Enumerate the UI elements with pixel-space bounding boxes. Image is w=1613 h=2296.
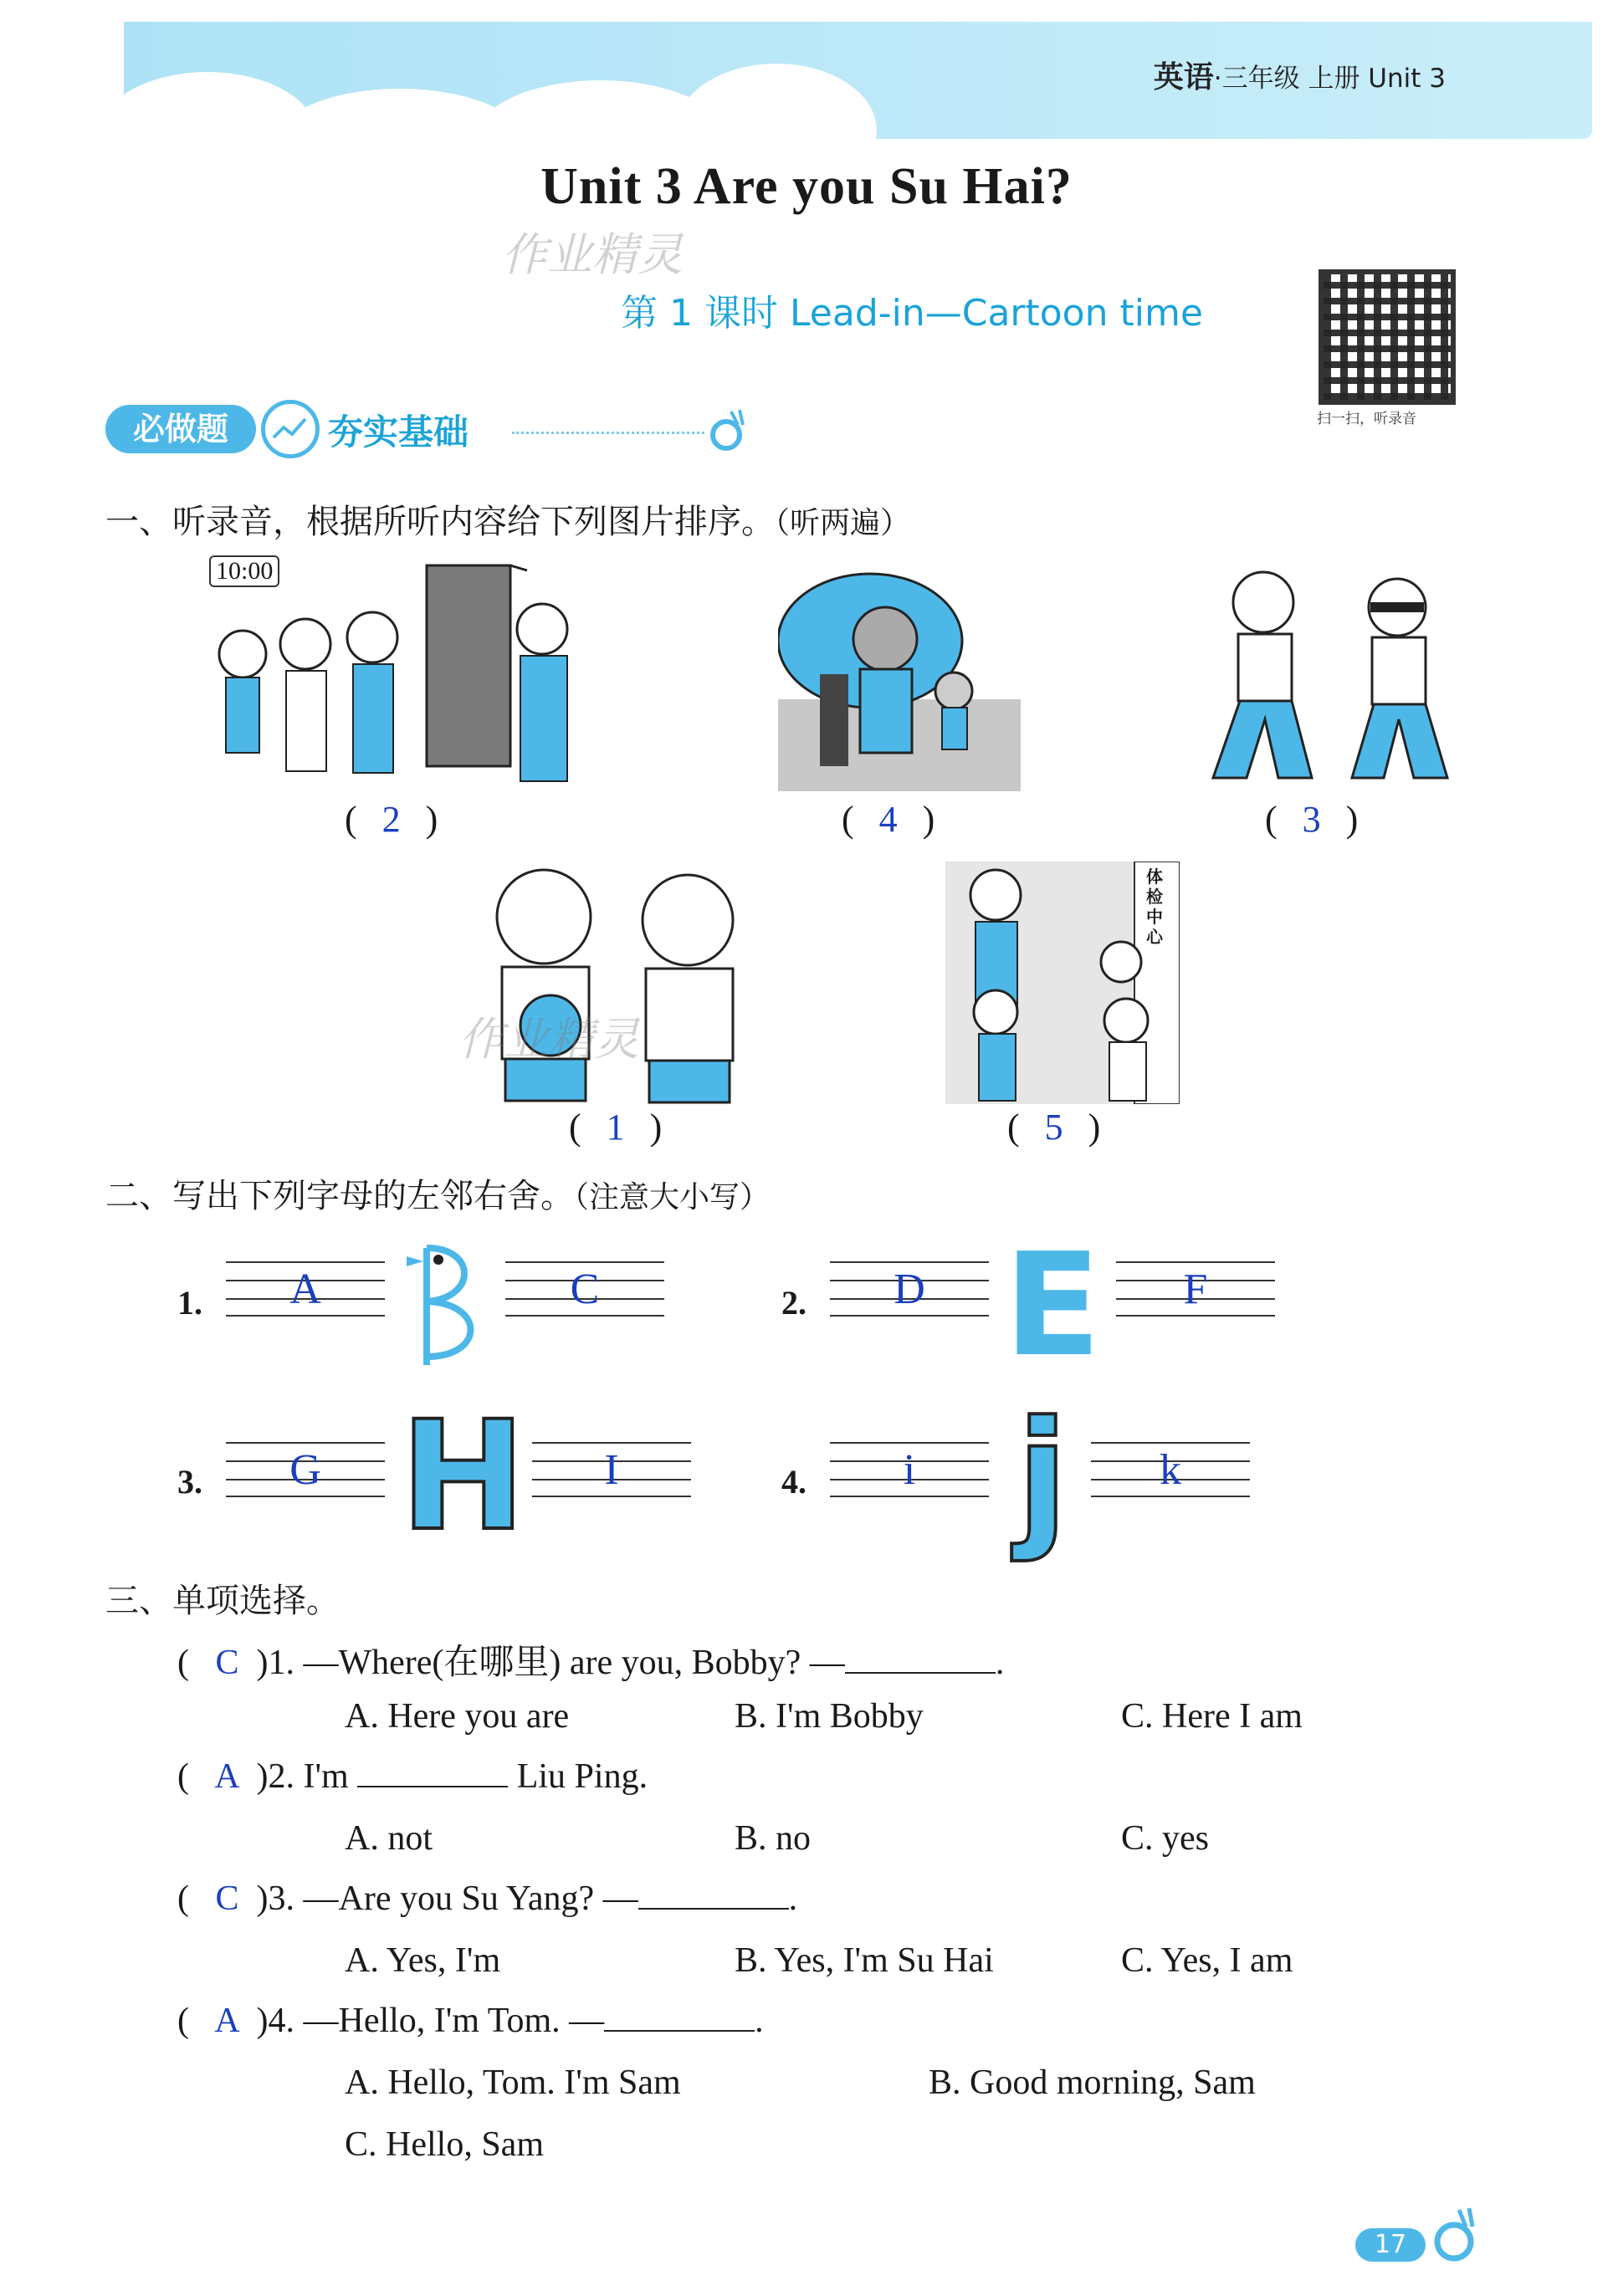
letter-answer-4-left: i <box>903 1446 916 1494</box>
divider <box>512 432 704 434</box>
q1-option-a[interactable]: A. Here you are <box>345 1697 570 1736</box>
question-1-stem: —Where(在哪里) are you, Bobby? — <box>303 1644 845 1682</box>
letter-item-1-num: 1. <box>177 1284 202 1322</box>
letter-answer-2-right: F <box>1183 1266 1208 1313</box>
answer-slot-2[interactable]: ( 4 ) <box>842 799 935 840</box>
answer-2: 4 <box>878 799 898 840</box>
answer-slot-5[interactable]: ( 5 ) <box>1007 1107 1101 1148</box>
letter-line-4-left[interactable] <box>830 1442 989 1501</box>
lesson-title: 第 1 课时 Lead-in—Cartoon time <box>621 292 1203 335</box>
letter-answer-4-right: k <box>1160 1446 1181 1494</box>
q3-option-c[interactable]: C. Yes, I am <box>1121 1941 1293 1980</box>
banner-tag: 必做题 <box>105 405 256 453</box>
question-1-blank[interactable] <box>845 1647 996 1674</box>
section1-title-text: 一、听录音，根据所听内容给下列图片排序。 <box>105 503 775 541</box>
mascot-icon-footer <box>1431 2201 1481 2268</box>
answer-3: 3 <box>1302 799 1321 840</box>
answer-4: 1 <box>606 1107 625 1148</box>
letter-e-picture: E <box>1003 1223 1102 1388</box>
question-4-blank[interactable] <box>604 2005 755 2032</box>
question-2: ( A )2. I'm Liu Ping. <box>177 1757 648 1796</box>
question-4: ( A )4. —Hello, I'm Tom. — . <box>177 2002 764 2040</box>
picture-blindfold-game <box>1188 552 1472 795</box>
letter-j-picture: j <box>1016 1389 1068 1564</box>
section1-title <box>105 495 910 543</box>
section2-note: （注意大小写） <box>574 1180 771 1214</box>
q1-option-b[interactable]: B. I'm Bobby <box>735 1697 924 1736</box>
question-1-num: )1. <box>256 1644 294 1682</box>
q2-option-b[interactable]: B. no <box>735 1819 812 1858</box>
letter-answer-3-left: G <box>289 1446 321 1494</box>
letter-line-2-left[interactable] <box>830 1261 989 1320</box>
question-1-end: . <box>995 1644 1005 1682</box>
letter-line-1-right[interactable] <box>505 1261 664 1320</box>
banner-label: 夯实基础 <box>328 412 469 453</box>
question-3-stem: —Are you Su Yang? — <box>303 1879 638 1918</box>
question-2-answer[interactable]: A <box>214 1757 240 1796</box>
chart-icon <box>261 400 320 458</box>
question-2-blank[interactable] <box>357 1761 508 1787</box>
letter-item-2-num: 2. <box>781 1284 806 1322</box>
letter-answer-2-left: D <box>894 1266 925 1313</box>
letter-answer-1-right: C <box>570 1266 600 1313</box>
section2-title <box>105 1169 770 1217</box>
question-4-answer[interactable]: A <box>214 2002 240 2040</box>
qr-caption: 扫一扫，听录音 <box>1317 411 1416 427</box>
header-subject: 英语 <box>1153 60 1214 95</box>
question-3-blank[interactable] <box>638 1883 789 1910</box>
letter-item-3-num: 3. <box>177 1463 202 1501</box>
watermark-2: 作业精灵 <box>458 1015 639 1065</box>
question-2-num: )2. <box>256 1757 294 1796</box>
letter-b-bird <box>402 1231 485 1382</box>
q2-option-c[interactable]: C. yes <box>1121 1819 1209 1858</box>
section1-note: （听两遍） <box>775 506 911 540</box>
answer-slot-3[interactable]: ( 3 ) <box>1265 799 1359 840</box>
watermark: 作业精灵 <box>502 230 683 280</box>
letter-answer-3-right: I <box>604 1446 619 1494</box>
letter-item-4-num: 4. <box>781 1463 806 1501</box>
answer-slot-1[interactable]: ( 2 ) <box>345 799 438 840</box>
question-4-num: )4. <box>256 2002 294 2040</box>
health-check-sign: 体检中心 <box>1146 867 1163 947</box>
q4-option-c[interactable]: C. Hello, Sam <box>345 2125 544 2164</box>
question-1-answer[interactable]: C <box>215 1644 239 1682</box>
letter-line-4-right[interactable] <box>1091 1442 1250 1501</box>
letter-line-3-right[interactable] <box>532 1442 691 1501</box>
picture-cat-mouse <box>778 565 1021 791</box>
picture-two-boys-ball <box>469 858 770 1109</box>
q3-option-a[interactable]: A. Yes, I'm <box>345 1941 501 1980</box>
picture-health-check <box>945 862 1180 1104</box>
question-3-end: . <box>788 1879 798 1918</box>
page-number: 17 <box>1355 2228 1426 2262</box>
picture-school-door <box>209 554 602 796</box>
header-subject-grade <box>1154 54 1446 96</box>
qr-code[interactable] <box>1319 269 1456 405</box>
q2-option-a[interactable]: A. not <box>345 1819 433 1858</box>
letter-h-picture: H <box>400 1389 526 1564</box>
mascot-icon <box>708 407 750 457</box>
answer-5: 5 <box>1044 1107 1063 1148</box>
question-1: ( C )1. —Where(在哪里) are you, Bobby? — . <box>177 1644 1005 1682</box>
question-3: ( C )3. —Are you Su Yang? — . <box>177 1879 798 1918</box>
section3-title: 三、单项选择。 <box>105 1582 340 1620</box>
question-2-end: Liu Ping. <box>516 1757 648 1796</box>
letter-line-2-right[interactable] <box>1116 1261 1275 1320</box>
letter-line-1-left[interactable] <box>226 1261 385 1320</box>
clock-label: 10:00 <box>209 555 279 587</box>
letter-answer-1-left: A <box>289 1266 321 1313</box>
question-4-stem: —Hello, I'm Tom. — <box>303 2002 605 2040</box>
header-grade: ·三年级 上册 Unit 3 <box>1213 64 1446 94</box>
section2-title-text: 二、写出下列字母的左邻右舍。 <box>105 1177 574 1215</box>
q3-option-b[interactable]: B. Yes, I'm Su Hai <box>735 1941 994 1980</box>
q4-option-b[interactable]: B. Good morning, Sam <box>929 2063 1256 2102</box>
answer-1: 2 <box>381 799 401 840</box>
letter-line-3-left[interactable] <box>226 1442 385 1501</box>
answer-slot-4[interactable]: ( 1 ) <box>569 1107 663 1148</box>
q4-option-a[interactable]: A. Hello, Tom. I'm Sam <box>345 2063 681 2102</box>
question-3-num: )3. <box>256 1879 294 1918</box>
question-2-stem: I'm <box>303 1757 349 1796</box>
question-3-answer[interactable]: C <box>215 1879 239 1918</box>
unit-title: Unit 3 Are you Su Hai? <box>540 158 1073 215</box>
q1-option-c[interactable]: C. Here I am <box>1121 1697 1303 1736</box>
question-4-end: . <box>755 2002 764 2040</box>
